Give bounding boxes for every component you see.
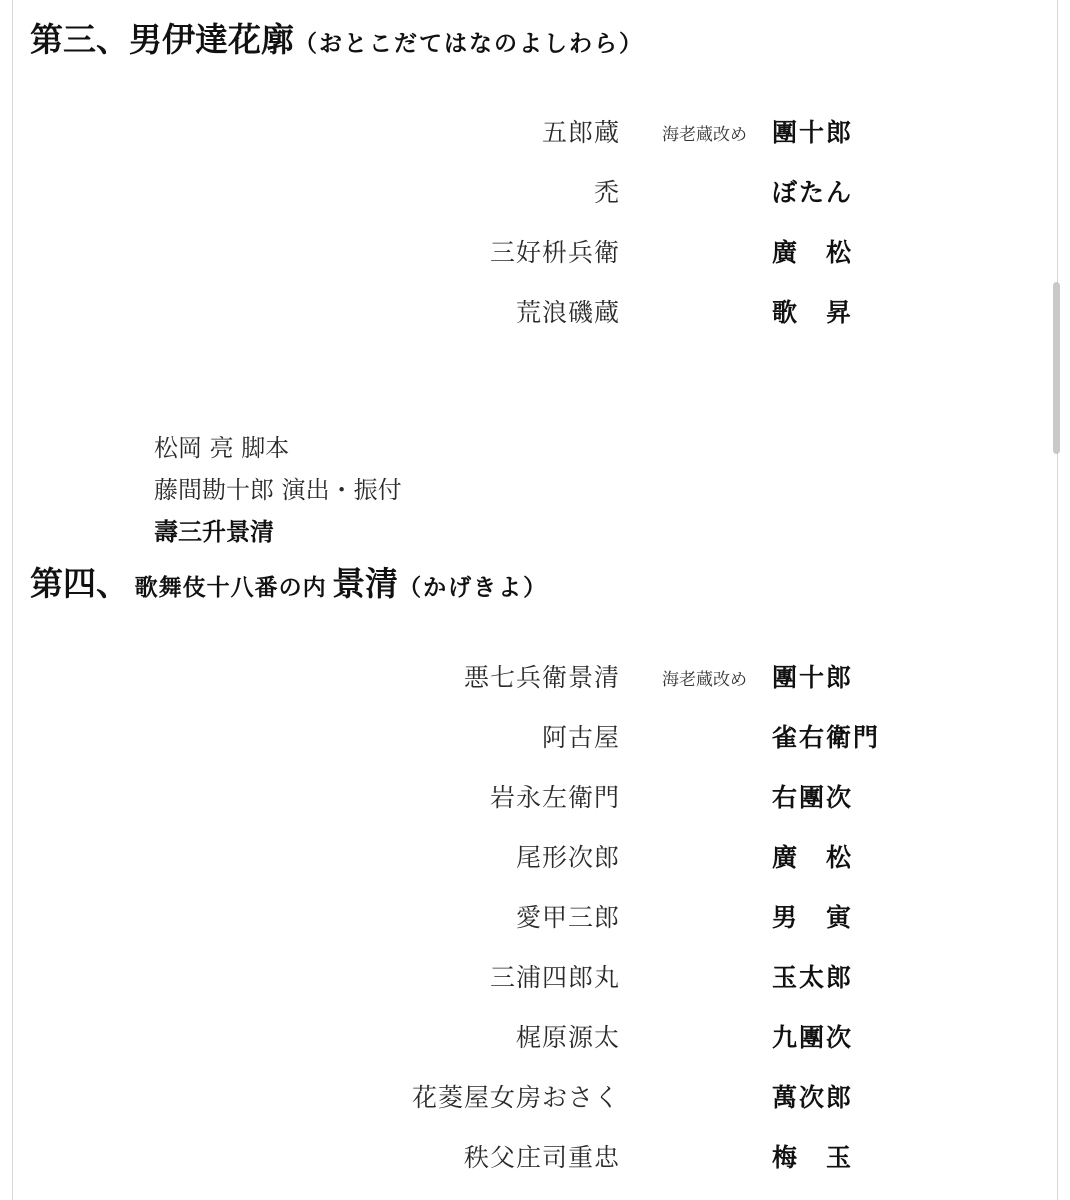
- cast-role: 秩父庄司重忠: [463, 1143, 620, 1172]
- cast-actor: 男 寅: [772, 903, 854, 932]
- scene4-title-reading: （かげきよ）: [398, 574, 549, 601]
- scene4-series: 歌舞伎十八番の内: [134, 574, 327, 601]
- cast-actor: 廣 松: [772, 238, 854, 267]
- cast-row: [0, 233, 1050, 273]
- cast-actor: 廣 松: [772, 843, 854, 872]
- cast-row: [0, 293, 1050, 333]
- cast-actor: 歌 昇: [772, 298, 854, 327]
- scene4-title: 景清: [332, 564, 399, 603]
- cast-actor: 雀右衛門: [772, 723, 881, 752]
- scene3-title: 第三、男伊達花廓: [30, 20, 294, 59]
- cast-actor: 右團次: [772, 783, 854, 812]
- cast-row: [0, 1078, 1050, 1118]
- scene4-number: 第四、: [30, 564, 129, 603]
- cast-role: 花菱屋女房おさく: [411, 1083, 620, 1112]
- cast-role: 三好枡兵衛: [489, 238, 620, 267]
- cast-actor: 團十郎: [772, 118, 854, 147]
- cast-row: [0, 173, 1050, 213]
- credits-block: [154, 428, 402, 554]
- cast-row: [0, 1138, 1050, 1178]
- cast-role: 荒浪磯蔵: [515, 298, 620, 327]
- cast-name-prefix: 海老蔵改め: [662, 670, 747, 690]
- cast-role: 阿古屋: [541, 723, 620, 752]
- cast-row: [0, 838, 1050, 878]
- cast-row: [0, 778, 1050, 818]
- cast-role: 尾形次郎: [515, 843, 620, 872]
- cast-role: 悪七兵衛景清: [463, 663, 620, 692]
- cast-role: 岩永左衛門: [489, 783, 620, 812]
- cast-role: 愛甲三郎: [515, 903, 620, 932]
- credit-direction: 藤間勘十郎 演出・振付: [154, 476, 402, 504]
- cast-row: [0, 113, 1050, 153]
- scrollbar-thumb[interactable]: [1053, 282, 1060, 454]
- cast-actor: 萬次郎: [772, 1083, 854, 1112]
- scrollbar[interactable]: [1050, 0, 1062, 1200]
- cast-role: 梶原源太: [515, 1023, 620, 1052]
- scene4-heading: [30, 558, 548, 605]
- cast-actor: 梅 玉: [772, 1143, 854, 1172]
- cast-row: [0, 1018, 1050, 1058]
- cast-row: [0, 718, 1050, 758]
- cast-name-prefix: 海老蔵改め: [662, 125, 747, 145]
- cast-row: [0, 898, 1050, 938]
- cast-actor: ぼたん: [772, 178, 854, 207]
- cast-actor: 九團次: [772, 1023, 854, 1052]
- scene3-heading: [30, 14, 644, 61]
- cast-role: 三浦四郎丸: [489, 963, 620, 992]
- scene3-title-reading: （おとこだてはなのよしわら）: [294, 30, 644, 57]
- cast-actor: 玉太郎: [772, 963, 854, 992]
- cast-role: 禿: [593, 178, 620, 207]
- credit-program-title: 壽三升景清: [154, 517, 274, 546]
- cast-row: [0, 658, 1050, 698]
- credit-script: 松岡 亮 脚本: [154, 434, 290, 462]
- cast-row: [0, 958, 1050, 998]
- cast-actor: 團十郎: [772, 663, 854, 692]
- cast-role: 五郎蔵: [541, 118, 620, 147]
